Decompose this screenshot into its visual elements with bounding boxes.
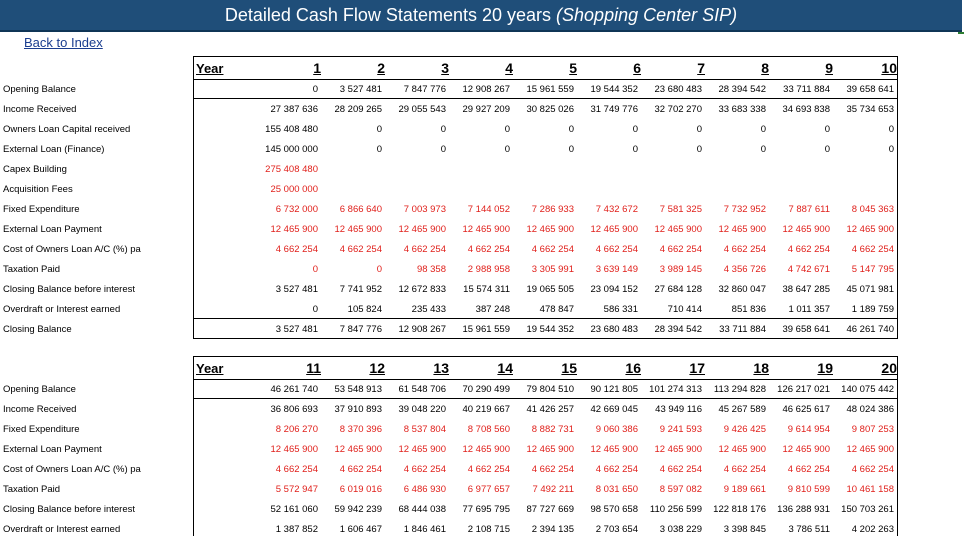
value-cell[interactable]: 9 189 661	[723, 484, 766, 495]
table-row	[0, 219, 964, 239]
year-header-17: 17	[689, 360, 705, 376]
year-header-20: 20	[881, 360, 897, 376]
value-cell[interactable]: 33 711 884	[719, 324, 766, 335]
value-cell[interactable]: 37 910 893	[334, 404, 382, 415]
row-label: Acquisition Fees	[3, 184, 73, 195]
value-cell[interactable]: 0	[312, 84, 318, 95]
value-cell[interactable]: 87 727 669	[526, 504, 574, 515]
value-cell[interactable]: 12 908 267	[398, 324, 446, 335]
value-cell[interactable]: 12 465 900	[270, 444, 318, 455]
value-cell[interactable]: 23 094 152	[590, 284, 638, 295]
value-cell[interactable]: 1 011 357	[788, 304, 830, 315]
value-cell[interactable]: 12 465 900	[718, 444, 766, 455]
value-cell[interactable]: 90 121 805	[590, 384, 638, 395]
sheet-title	[0, 0, 962, 32]
value-cell[interactable]: 4 662 254	[339, 464, 382, 475]
value-cell[interactable]: 12 465 900	[462, 224, 510, 235]
value-cell[interactable]: 150 703 261	[841, 504, 894, 515]
value-cell[interactable]: 0	[504, 124, 510, 135]
table-row	[0, 259, 964, 279]
year-header-13: 13	[433, 360, 449, 376]
row-label: Opening Balance	[3, 84, 76, 95]
row-label: Income Received	[3, 104, 77, 115]
value-cell[interactable]: 4 662 254	[275, 464, 318, 475]
table-bottom-border	[193, 338, 898, 339]
row-label: Overdraft or Interest earned	[3, 304, 121, 315]
value-cell[interactable]: 8 882 731	[531, 424, 574, 435]
value-cell[interactable]: 0	[824, 144, 830, 155]
value-cell[interactable]: 0	[760, 124, 766, 135]
value-cell[interactable]: 3 786 511	[788, 524, 830, 535]
value-cell[interactable]: 4 662 254	[595, 464, 638, 475]
year-header-11: 11	[306, 360, 321, 376]
row-label: Cost of Owners Loan A/C (%) pa	[3, 464, 141, 475]
value-cell[interactable]: 28 209 265	[334, 104, 382, 115]
value-cell[interactable]: 12 672 833	[398, 284, 446, 295]
value-cell[interactable]: 53 548 913	[334, 384, 382, 395]
value-cell[interactable]: 33 683 338	[718, 104, 766, 115]
value-cell[interactable]: 19 065 505	[526, 284, 574, 295]
value-cell[interactable]: 7 432 672	[595, 204, 638, 215]
value-cell[interactable]: 5 147 795	[851, 264, 894, 275]
value-cell[interactable]: 12 465 900	[270, 224, 318, 235]
value-cell[interactable]: 110 256 599	[649, 504, 702, 515]
value-cell[interactable]: 4 662 254	[467, 464, 510, 475]
value-cell[interactable]: 710 414	[667, 304, 702, 315]
value-cell[interactable]: 2 703 654	[595, 524, 638, 535]
value-cell[interactable]: 7 581 325	[659, 204, 702, 215]
year-header-label: Year	[196, 61, 224, 76]
value-cell[interactable]: 46 261 740	[270, 384, 318, 395]
year-header-15: 15	[561, 360, 577, 376]
value-cell[interactable]: 3 527 481	[339, 84, 382, 95]
value-cell[interactable]: 25 000 000	[270, 184, 318, 195]
table-row	[0, 299, 964, 319]
value-cell[interactable]: 8 045 363	[851, 204, 894, 215]
table-row	[0, 379, 964, 399]
value-cell[interactable]: 39 658 641	[846, 84, 894, 95]
year-header-5: 5	[569, 60, 577, 76]
value-cell[interactable]: 28 394 542	[718, 84, 766, 95]
value-cell[interactable]: 52 161 060	[270, 504, 318, 515]
table-row	[0, 279, 964, 299]
value-cell[interactable]: 0	[824, 124, 830, 135]
year-header-label: Year	[196, 361, 224, 376]
value-cell[interactable]: 32 702 270	[654, 104, 702, 115]
table-row	[0, 199, 964, 219]
row-label: External Loan Payment	[3, 444, 102, 455]
value-cell[interactable]: 6 977 657	[467, 484, 510, 495]
sheet-title-main: Detailed Cash Flow Statements 20 years	[224, 5, 552, 25]
value-cell[interactable]: 23 680 483	[654, 84, 702, 95]
value-cell[interactable]: 122 818 176	[713, 504, 766, 515]
back-to-index-link[interactable]: Back to Index	[24, 35, 103, 50]
value-cell[interactable]: 4 662 254	[403, 464, 446, 475]
value-cell[interactable]: 4 742 671	[787, 264, 830, 275]
value-cell[interactable]: 12 465 900	[334, 224, 382, 235]
year-header-row	[193, 56, 898, 79]
value-cell[interactable]: 0	[312, 304, 318, 315]
value-cell[interactable]: 3 038 229	[659, 524, 702, 535]
row-label: Capex Building	[3, 164, 67, 175]
value-cell[interactable]: 478 847	[539, 304, 574, 315]
table-row	[0, 319, 964, 339]
value-cell[interactable]: 27 387 636	[270, 104, 318, 115]
value-cell[interactable]: 19 544 352	[590, 84, 638, 95]
value-cell[interactable]: 235 433	[411, 304, 446, 315]
value-cell[interactable]: 7 732 952	[723, 204, 766, 215]
value-cell[interactable]: 4 662 254	[531, 244, 574, 255]
value-cell[interactable]: 0	[696, 124, 702, 135]
value-cell[interactable]: 98 358	[416, 264, 446, 275]
value-cell[interactable]: 8 031 650	[595, 484, 638, 495]
row-label: Closing Balance	[3, 324, 72, 335]
value-cell[interactable]: 12 465 900	[590, 444, 638, 455]
year-header-3: 3	[441, 60, 449, 76]
value-cell[interactable]: 77 695 795	[462, 504, 510, 515]
value-cell[interactable]: 4 662 254	[723, 464, 766, 475]
value-cell[interactable]: 6 866 640	[339, 204, 382, 215]
value-cell[interactable]: 1 846 461	[403, 524, 446, 535]
value-cell[interactable]: 59 942 239	[334, 504, 382, 515]
value-cell[interactable]: 38 647 285	[782, 284, 830, 295]
value-cell[interactable]: 4 662 254	[595, 244, 638, 255]
value-cell[interactable]: 12 465 900	[718, 224, 766, 235]
value-cell[interactable]: 105 824	[347, 304, 382, 315]
value-cell[interactable]: 7 144 052	[467, 204, 510, 215]
value-cell[interactable]: 140 075 442	[841, 384, 894, 395]
value-cell[interactable]: 4 662 254	[787, 464, 830, 475]
value-cell[interactable]: 136 288 931	[777, 504, 830, 515]
value-cell[interactable]: 79 804 510	[526, 384, 574, 395]
value-cell[interactable]: 8 537 804	[403, 424, 446, 435]
value-cell[interactable]: 101 274 313	[649, 384, 702, 395]
value-cell[interactable]: 12 908 267	[462, 84, 510, 95]
value-cell[interactable]: 0	[376, 144, 382, 155]
value-cell[interactable]: 61 548 706	[398, 384, 446, 395]
selection-corner-marker	[958, 32, 964, 34]
value-cell[interactable]: 6 486 930	[403, 484, 446, 495]
value-cell[interactable]: 4 662 254	[851, 244, 894, 255]
row-label: External Loan (Finance)	[3, 144, 105, 155]
value-cell[interactable]: 0	[888, 124, 894, 135]
value-cell[interactable]: 0	[888, 144, 894, 155]
row-label: External Loan Payment	[3, 224, 102, 235]
value-cell[interactable]: 0	[440, 144, 446, 155]
value-cell[interactable]: 9 810 599	[787, 484, 830, 495]
value-cell[interactable]: 4 662 254	[467, 244, 510, 255]
value-cell[interactable]: 39 048 220	[398, 404, 446, 415]
table-row	[0, 459, 964, 479]
table-row	[0, 79, 964, 99]
value-cell[interactable]: 6 732 000	[275, 204, 318, 215]
value-cell[interactable]: 586 331	[603, 304, 638, 315]
table-row	[0, 499, 964, 519]
value-cell[interactable]: 12 465 900	[846, 444, 894, 455]
value-cell[interactable]: 8 370 396	[339, 424, 382, 435]
value-cell[interactable]: 3 398 845	[723, 524, 766, 535]
row-label: Fixed Expenditure	[3, 424, 80, 435]
value-cell[interactable]: 40 219 667	[462, 404, 510, 415]
value-cell[interactable]: 1 189 759	[851, 304, 894, 315]
year-header-14: 14	[497, 360, 513, 376]
table-row	[0, 99, 964, 119]
value-cell[interactable]: 33 711 884	[783, 84, 830, 95]
value-cell[interactable]: 32 860 047	[718, 284, 766, 295]
value-cell[interactable]: 31 749 776	[590, 104, 638, 115]
value-cell[interactable]: 48 024 386	[846, 404, 894, 415]
value-cell[interactable]: 27 684 128	[654, 284, 702, 295]
value-cell[interactable]: 23 680 483	[590, 324, 638, 335]
value-cell[interactable]: 7 492 211	[532, 484, 574, 495]
value-cell[interactable]: 12 465 900	[654, 224, 702, 235]
value-cell[interactable]: 28 394 542	[654, 324, 702, 335]
value-cell[interactable]: 29 927 209	[462, 104, 510, 115]
value-cell[interactable]: 6 019 016	[339, 484, 382, 495]
value-cell[interactable]: 41 426 257	[526, 404, 574, 415]
value-cell[interactable]: 4 662 254	[531, 464, 574, 475]
value-cell[interactable]: 42 669 045	[590, 404, 638, 415]
value-cell[interactable]: 10 461 158	[846, 484, 894, 495]
value-cell[interactable]: 7 887 611	[788, 204, 830, 215]
table-row	[0, 439, 964, 459]
value-cell[interactable]: 275 408 480	[265, 164, 318, 175]
value-cell[interactable]: 15 574 311	[463, 284, 510, 295]
value-cell[interactable]: 4 662 254	[723, 244, 766, 255]
table-row	[0, 419, 964, 439]
year-header-1: 1	[313, 60, 321, 76]
table-row	[0, 179, 964, 199]
row-label: Taxation Paid	[3, 264, 61, 275]
value-cell[interactable]: 126 217 021	[777, 384, 830, 395]
value-cell[interactable]: 0	[568, 124, 574, 135]
value-cell[interactable]: 0	[568, 144, 574, 155]
row-label: Closing Balance before interest	[3, 284, 136, 295]
value-cell[interactable]: 12 465 900	[526, 444, 574, 455]
value-cell[interactable]: 2 394 135	[531, 524, 574, 535]
value-cell[interactable]: 9 614 954	[787, 424, 830, 435]
value-cell[interactable]: 4 202 263	[851, 524, 894, 535]
value-cell[interactable]: 46 261 740	[846, 324, 894, 335]
value-cell[interactable]: 3 989 145	[659, 264, 702, 275]
year-header-16: 16	[625, 360, 641, 376]
row-label: Overdraft or Interest earned	[3, 524, 121, 535]
value-cell[interactable]: 113 294 828	[713, 384, 766, 395]
value-cell[interactable]: 0	[632, 144, 638, 155]
table-row	[0, 139, 964, 159]
row-label: Taxation Paid	[3, 484, 61, 495]
value-cell[interactable]: 9 241 593	[659, 424, 702, 435]
year-header-7: 7	[697, 60, 705, 76]
value-cell[interactable]: 0	[376, 124, 382, 135]
row-label: Closing Balance before interest	[3, 504, 136, 515]
table-row	[0, 519, 964, 536]
table-row	[0, 399, 964, 419]
value-cell[interactable]: 4 662 254	[851, 464, 894, 475]
value-cell[interactable]: 9 060 386	[595, 424, 638, 435]
value-cell[interactable]: 4 662 254	[339, 244, 382, 255]
value-cell[interactable]: 12 465 900	[334, 444, 382, 455]
year-header-12: 12	[369, 360, 385, 376]
value-cell[interactable]: 15 961 559	[462, 324, 510, 335]
value-cell[interactable]: 3 527 481	[275, 324, 318, 335]
year-header-6: 6	[633, 60, 641, 76]
value-cell[interactable]: 12 465 900	[782, 444, 830, 455]
value-cell[interactable]: 0	[696, 144, 702, 155]
value-cell[interactable]: 7 847 776	[339, 324, 382, 335]
year-header-10: 10	[881, 60, 897, 76]
value-cell[interactable]: 0	[312, 264, 318, 275]
value-cell[interactable]: 1 606 467	[339, 524, 382, 535]
value-cell[interactable]: 4 662 254	[275, 244, 318, 255]
value-cell[interactable]: 7 847 776	[403, 84, 446, 95]
row-label: Cost of Owners Loan A/C (%) pa	[3, 244, 141, 255]
sheet-title-italic: (Shopping Center SIP)	[556, 5, 738, 25]
value-cell[interactable]: 9 807 253	[851, 424, 894, 435]
value-cell[interactable]: 12 465 900	[590, 224, 638, 235]
value-cell[interactable]: 43 949 116	[655, 404, 702, 415]
value-cell[interactable]: 4 356 726	[723, 264, 766, 275]
value-cell[interactable]: 70 290 499	[462, 384, 510, 395]
value-cell[interactable]: 0	[440, 124, 446, 135]
value-cell[interactable]: 45 267 589	[718, 404, 766, 415]
table-row	[0, 119, 964, 139]
value-cell[interactable]: 4 662 254	[659, 464, 702, 475]
value-cell[interactable]: 8 206 270	[275, 424, 318, 435]
value-cell[interactable]: 9 426 425	[723, 424, 766, 435]
value-cell[interactable]: 8 597 082	[659, 484, 702, 495]
table-row	[0, 239, 964, 259]
value-cell[interactable]: 68 444 038	[398, 504, 446, 515]
row-label: Income Received	[3, 404, 77, 415]
year-header-19: 19	[817, 360, 833, 376]
value-cell[interactable]: 29 055 543	[398, 104, 446, 115]
value-cell[interactable]: 0	[376, 264, 382, 275]
value-cell[interactable]: 15 961 559	[526, 84, 574, 95]
row-label: Opening Balance	[3, 384, 76, 395]
year-header-9: 9	[825, 60, 833, 76]
value-cell[interactable]: 4 662 254	[403, 244, 446, 255]
value-cell[interactable]: 4 662 254	[659, 244, 702, 255]
value-cell[interactable]: 34 693 838	[782, 104, 830, 115]
value-cell[interactable]: 45 071 981	[846, 284, 894, 295]
table-row	[0, 479, 964, 499]
value-cell[interactable]: 3 305 991	[531, 264, 574, 275]
value-cell[interactable]: 30 825 026	[526, 104, 574, 115]
value-cell[interactable]: 1 387 852	[275, 524, 318, 535]
value-cell[interactable]: 0	[632, 124, 638, 135]
row-label: Owners Loan Capital received	[3, 124, 131, 135]
value-cell[interactable]: 7 286 933	[531, 204, 574, 215]
value-cell[interactable]: 3 639 149	[595, 264, 638, 275]
value-cell[interactable]: 4 662 254	[787, 244, 830, 255]
value-cell[interactable]: 12 465 900	[846, 224, 894, 235]
value-cell[interactable]: 12 465 900	[782, 224, 830, 235]
value-cell[interactable]: 35 734 653	[846, 104, 894, 115]
value-cell[interactable]: 12 465 900	[398, 444, 446, 455]
value-cell[interactable]: 851 836	[731, 304, 766, 315]
year-header-18: 18	[753, 360, 769, 376]
value-cell[interactable]: 36 806 693	[270, 404, 318, 415]
value-cell[interactable]: 12 465 900	[654, 444, 702, 455]
value-cell[interactable]: 46 625 617	[782, 404, 830, 415]
value-cell[interactable]: 2 108 715	[467, 524, 510, 535]
value-cell[interactable]: 8 708 560	[467, 424, 510, 435]
value-cell[interactable]: 0	[760, 144, 766, 155]
value-cell[interactable]: 3 527 481	[275, 284, 318, 295]
value-cell[interactable]: 145 000 000	[265, 144, 318, 155]
value-cell[interactable]: 5 572 947	[275, 484, 318, 495]
value-cell[interactable]: 7 003 973	[403, 204, 446, 215]
value-cell[interactable]: 7 741 952	[339, 284, 382, 295]
year-header-row	[193, 356, 898, 379]
value-cell[interactable]: 19 544 352	[526, 324, 574, 335]
year-header-2: 2	[377, 60, 385, 76]
row-label: Fixed Expenditure	[3, 204, 80, 215]
value-cell[interactable]: 155 408 480	[265, 124, 318, 135]
value-cell[interactable]: 98 570 658	[590, 504, 638, 515]
year-header-4: 4	[505, 60, 513, 76]
value-cell[interactable]: 12 465 900	[462, 444, 510, 455]
value-cell[interactable]: 39 658 641	[782, 324, 830, 335]
value-cell[interactable]: 2 988 958	[467, 264, 510, 275]
value-cell[interactable]: 387 248	[475, 304, 510, 315]
value-cell[interactable]: 12 465 900	[526, 224, 574, 235]
value-cell[interactable]: 0	[504, 144, 510, 155]
value-cell[interactable]: 12 465 900	[398, 224, 446, 235]
year-header-8: 8	[761, 60, 769, 76]
table-row	[0, 159, 964, 179]
